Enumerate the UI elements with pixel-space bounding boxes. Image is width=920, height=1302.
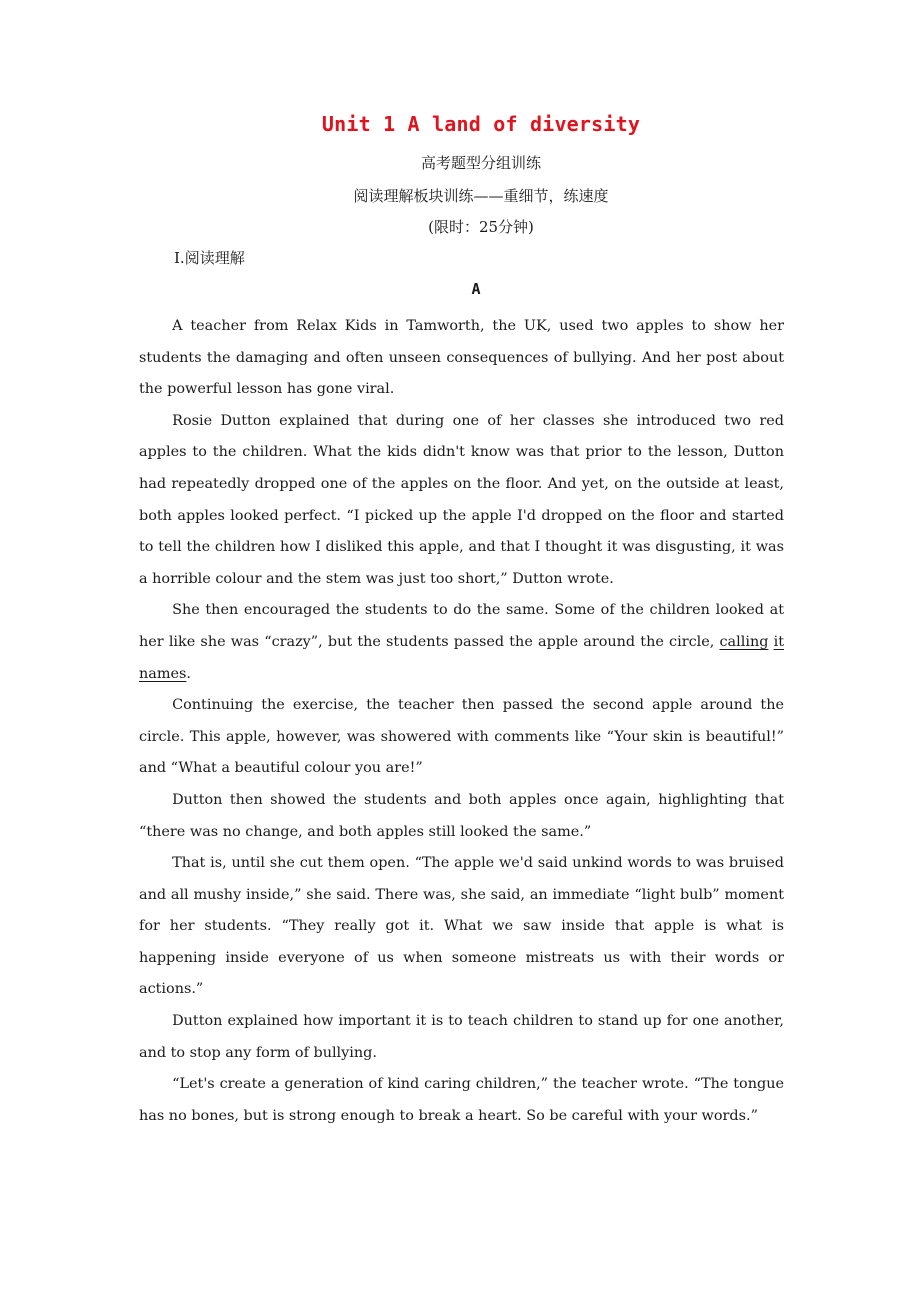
exam-subtitle: 高考题型分组训练: [420, 154, 541, 172]
paragraph-3: [139, 595, 784, 690]
paragraph-6: That is, until she cut them open. “The apple we'd said unkind words to was bruised and all mushy inside,” she said. There was, she said, an immediate “light bulb” moment for her students. “They really got it. What we saw inside that apple is what is happening inside everyone of us when someone mistreats us with their words or actions.”: [139, 855, 784, 998]
paragraph-1: A teacher from Relax Kids in Tamworth, the UK, used two apples to show her students the damaging and often unseen consequences of bullying. And her post about the powerful lesson has gone viral.: [139, 318, 784, 398]
part-heading: Ⅰ.阅读理解: [174, 249, 245, 267]
underlined-word-names: names: [139, 665, 187, 682]
passage-label: A: [471, 280, 481, 298]
section-title: 阅读理解板块训练——重细节，练速度: [353, 187, 609, 205]
underlined-word-it: it: [773, 633, 784, 650]
underlined-word-calling: calling: [719, 633, 769, 650]
paragraph-2: Rosie Dutton explained that during one of her classes she introduced two red apples to the children. What the kids didn't know was that prior to the lesson, Dutton had repeatedly dropped one of the apples on the floor. And yet, on the outside at least, both apples looked perfect. “I picked up the apple I'd dropped on the floor and started to tell the children how I disliked this apple, and that I thought it was disgusting, it was a horrible colour and the stem was just too short,” Dutton wrote.: [139, 412, 784, 587]
paragraph-3-end: .: [186, 665, 191, 682]
paragraph-7: Dutton explained how important it is to teach children to stand up for one another, and to stop any form of bullying.: [139, 1013, 784, 1061]
paragraph-3-text: She then encouraged the students to do the same. Some of the children looked at her like she was “crazy”, but the students passed the apple around the circle,: [139, 602, 784, 650]
time-limit: (限时：25分钟): [428, 218, 534, 236]
paragraph-4: Continuing the exercise, the teacher then passed the second apple around the circle. This apple, however, was showered with comments like “Your skin is beautiful!” and “What a beautiful colour you are!”: [139, 697, 784, 777]
paragraph-8: “Let's create a generation of kind caring children,” the teacher wrote. “The tongue has no bones, but is strong enough to break a heart. So be careful with your words.”: [139, 1076, 784, 1124]
passage-body: [139, 311, 784, 1132]
unit-title: Unit 1 A land of diversity: [321, 112, 641, 136]
paragraph-5: Dutton then showed the students and both apples once again, highlighting that “there was no change, and both apples still looked the same.”: [139, 791, 784, 840]
